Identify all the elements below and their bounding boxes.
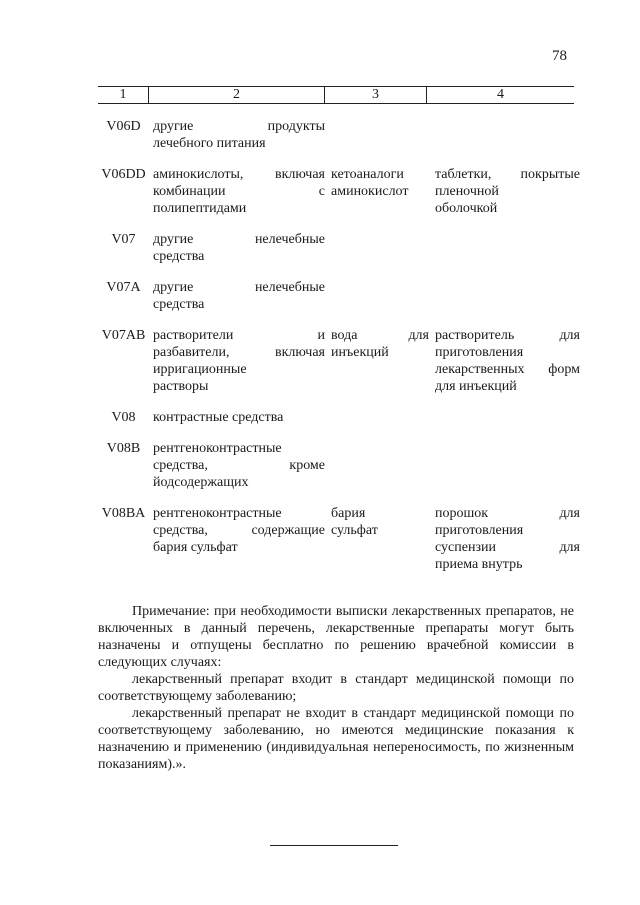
- substance-name-line: вода для: [331, 328, 429, 343]
- note-case-1: лекарственный препарат входит в стандарт медицинской помощи по соответствующему заболеванию;: [98, 672, 574, 704]
- header-col-1: 1: [98, 87, 149, 103]
- atc-name-line: другие продукты: [153, 119, 325, 134]
- footer-rule: [270, 845, 398, 846]
- dosage-form: [435, 118, 580, 152]
- atc-code: V08B: [106, 441, 141, 456]
- dosage-form: [435, 505, 580, 573]
- page-number: 78: [552, 48, 567, 64]
- substance-name-line: бария: [331, 506, 366, 521]
- atc-name: [153, 166, 325, 217]
- atc-name-line: другие нелечебные: [153, 232, 325, 247]
- atc-name: [153, 231, 325, 265]
- dosage-form-line: суспензии для: [435, 540, 580, 555]
- note-section: [98, 603, 574, 773]
- substance-name-line: аминокислот: [331, 184, 409, 199]
- substance-name-line: сульфат: [331, 523, 378, 538]
- dosage-form-line: порошок для: [435, 506, 580, 521]
- atc-code: V07: [111, 232, 136, 247]
- table-row: [98, 166, 580, 217]
- dosage-form: [435, 279, 580, 313]
- atc-name-line: комбинации с: [153, 184, 325, 199]
- atc-name-line: растворы: [153, 379, 209, 394]
- atc-name-line: средства: [153, 249, 205, 264]
- atc-name-line: лечебного питания: [153, 136, 266, 151]
- table-body: [98, 118, 580, 573]
- atc-code: V08: [111, 410, 136, 425]
- atc-code: V07A: [106, 280, 141, 295]
- atc-name-line: рентгеноконтрастные: [153, 506, 282, 521]
- table-row: [98, 327, 580, 395]
- dosage-form-line: для инъекций: [435, 379, 517, 394]
- atc-name: [153, 279, 325, 313]
- atc-name-line: другие нелечебные: [153, 280, 325, 295]
- dosage-form-line: растворитель для: [435, 328, 580, 343]
- dosage-form: [435, 166, 580, 217]
- atc-name-line: рентгеноконтрастные: [153, 441, 282, 456]
- dosage-form-line: приема внутрь: [435, 557, 523, 572]
- substance-name: [331, 505, 429, 573]
- table-row: [98, 279, 574, 313]
- table-row: [98, 440, 574, 491]
- dosage-form-line: приготовления: [435, 345, 524, 360]
- atc-name: [153, 505, 325, 573]
- atc-code: V06DD: [101, 167, 146, 182]
- table-row: [98, 231, 574, 265]
- substance-name-line: инъекций: [331, 345, 389, 360]
- atc-name: [153, 440, 325, 491]
- atc-name-line: средства: [153, 297, 205, 312]
- atc-name-line: средства, кроме: [153, 458, 325, 473]
- dosage-form-line: таблетки, покрытые: [435, 167, 580, 182]
- header-col-3: 3: [325, 87, 427, 103]
- header-col-4: 4: [497, 87, 504, 102]
- dosage-form: [435, 231, 580, 265]
- substance-name: [331, 440, 429, 491]
- atc-name-line: средства, содержащие: [153, 523, 325, 538]
- note-intro: Примечание: при необходимости выписки лекарственных препаратов, не включенных в данный перечень, лекарственные препараты могут быть назначены и отпущены бесплатно по решению врачебной комиссии в следующих случаях:: [98, 604, 574, 670]
- atc-name-line: бария сульфат: [153, 540, 238, 555]
- dosage-form-line: оболочкой: [435, 201, 498, 216]
- atc-name-line: контрастные средства: [153, 410, 284, 425]
- dosage-form-line: приготовления: [435, 523, 524, 538]
- substance-name: [331, 279, 429, 313]
- note-case-2: лекарственный препарат не входит в стандарт медицинской помощи по соответствующему заболеванию, но имеются медицинские показания к назначению и применению (индивидуальная непереносимость, по жизненным показаниям).».: [98, 706, 574, 772]
- substance-name: [331, 166, 429, 217]
- atc-name-line: растворители и: [153, 328, 325, 343]
- dosage-form-line: пленочной: [435, 184, 499, 199]
- table-row: [98, 409, 574, 426]
- atc-name: [153, 327, 325, 395]
- atc-name-line: разбавители, включая: [153, 345, 325, 360]
- atc-name-line: ирригационные: [153, 362, 247, 377]
- substance-name-line: кетоаналоги: [331, 167, 404, 182]
- header-col-2: 2: [149, 87, 325, 103]
- atc-name-line: полипептидами: [153, 201, 247, 216]
- table-row: [98, 118, 574, 152]
- atc-code: V06D: [106, 119, 141, 134]
- atc-code: V07AB: [101, 328, 146, 343]
- table-header: [98, 86, 574, 104]
- atc-code: V08BA: [101, 506, 146, 521]
- substance-name: [331, 409, 429, 426]
- substance-name: [331, 118, 429, 152]
- atc-name-line: аминокислоты, включая: [153, 167, 325, 182]
- atc-name-line: йодсодержащих: [153, 475, 249, 490]
- atc-name: [153, 118, 325, 152]
- substance-name: [331, 327, 429, 395]
- dosage-form: [435, 440, 580, 491]
- atc-name: [153, 409, 325, 426]
- dosage-form-line: лекарственных форм: [435, 362, 580, 377]
- dosage-form: [435, 409, 580, 426]
- dosage-form: [435, 327, 580, 395]
- table-row: [98, 505, 580, 573]
- substance-name: [331, 231, 429, 265]
